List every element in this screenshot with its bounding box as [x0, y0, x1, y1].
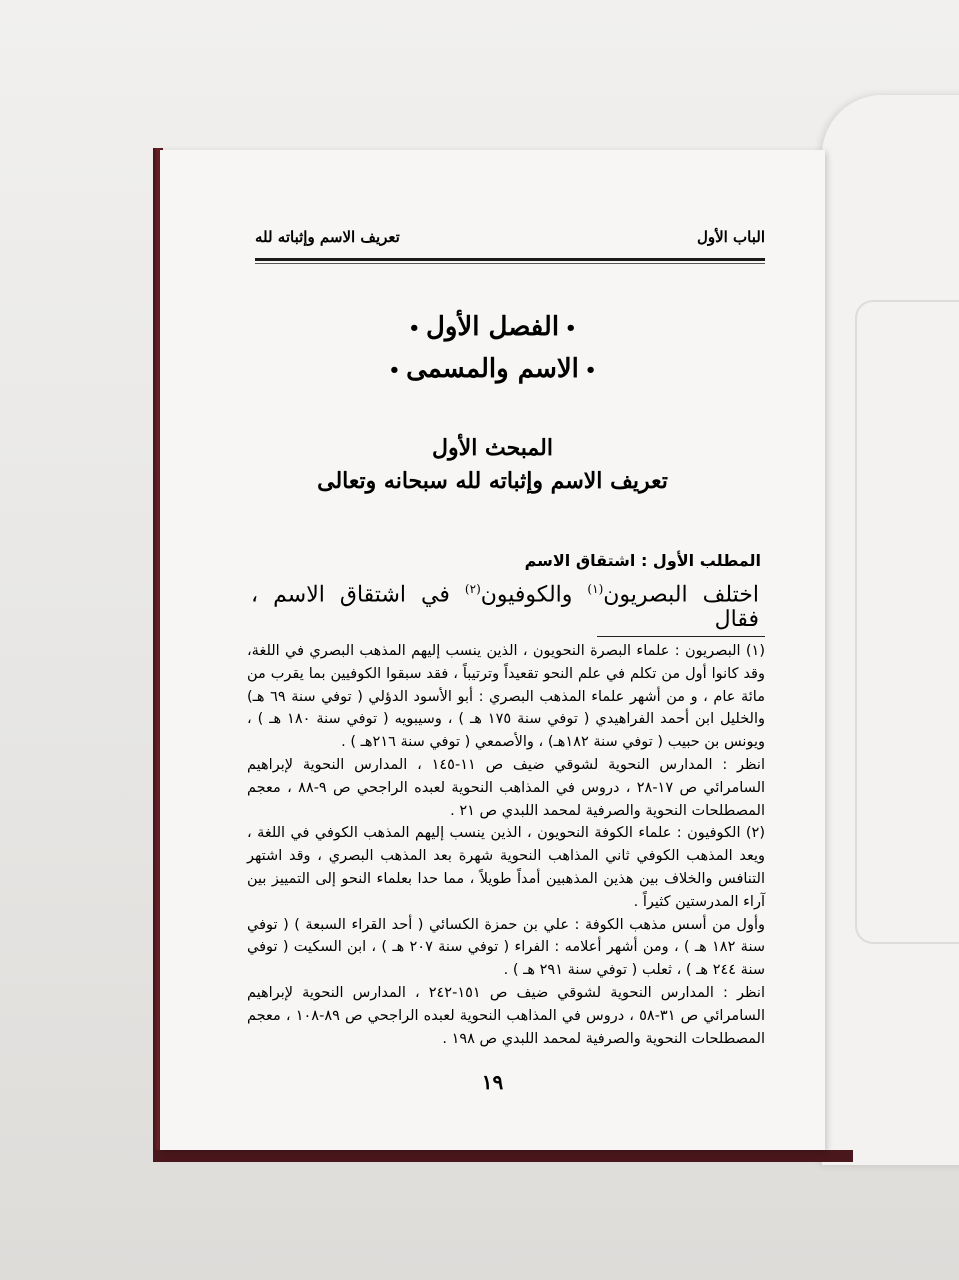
bullet-icon: • — [408, 317, 420, 339]
header-rule-thin — [255, 263, 765, 264]
footnote-ref-1[interactable]: (١) — [587, 582, 604, 596]
facing-page-frame — [855, 300, 959, 944]
footnote-1: (١) البصريون : علماء البصرة النحويون ، الذين ينسب إليهم المذهب البصري في اللغة، وقد كانوا أول من تكلم في علم النحو تقعيداً وترتيباً ، فقد سبقوا الكوفيين بما يقرب من مائة عام ، و من أشهر علماء المذهب البصري : أبو الأسود الدؤلي ( توفي سنة ٦٩ هـ) والخليل ابن أحمد الفراهيدي ( توفي سنة ١٧٥ هـ ) ، وسيبويه ( توفي سنة ١٨٠ هـ ) ، ويونس بن حبيب ( توفي سنة ١٨٢هـ) ، والأصمعي ( توفي سنة ٢١٦هـ ) . — [247, 643, 766, 751]
header-chapter: الباب الأول — [696, 228, 765, 246]
body-text: والكوفيون — [480, 582, 588, 608]
footnote-separator — [597, 636, 765, 637]
book-cover-bottom — [153, 1150, 853, 1162]
footnotes — [247, 640, 765, 1050]
body-text: اختلف البصريون — [603, 582, 760, 608]
bullet-icon: • — [584, 359, 597, 381]
chapter-title — [160, 312, 825, 342]
chapter-title-text: الفصل الأول — [425, 312, 560, 342]
section-title: المبحث الأول — [432, 435, 553, 461]
footnote-2-refs: انظر : المدارس النحوية لشوقي ضيف ص ١٥١-٢٤٢ ، المدارس النحوية لإبراهيم السامرائي ص ٣١-٥٨ ، دروس في المذاهب النحوية لعبده الراجحي ص ٨٩-١٠٨ ، معجم المصطلحات النحوية والصرفية لمحمد اللبدي ص ١٩٨ . — [247, 984, 765, 1047]
running-header — [255, 228, 765, 258]
body-text: في اشتقاق الاسم ، فقال — [251, 582, 759, 633]
chapter-subtitle-text: الاسم والمسمى — [406, 354, 579, 384]
page-number: ١٩ — [481, 1070, 504, 1094]
chapter-subtitle — [160, 354, 825, 384]
footnote-ref-2[interactable]: (٢) — [464, 582, 481, 596]
bullet-icon: • — [388, 359, 401, 381]
body-paragraph — [251, 582, 759, 632]
subsection-heading: المطلب الأول : اشتقاق الاسم — [524, 551, 761, 570]
footnote-1-refs: انظر : المدارس النحوية لشوقي ضيف ص ١١-١٤٥ ، المدارس النحوية لإبراهيم السامرائي ص ١٧-٢٨ ، دروس في المذاهب النحوية لعبده الراجحي ص ٩-٨٨ ، معجم المصطلحات النحوية والصرفية لمحمد اللبدي ص ٢١ . — [247, 756, 766, 819]
footnote-2: (٢) الكوفيون : علماء الكوفة النحويون ، الذين ينسب إليهم المذهب الكوفي في اللغة ، ويعد المذهب الكوفي ثاني المذاهب النحوية شهرة بعد المذهب البصري ، وقد اشتهر التنافس والخلاف بين هذين المذهبين أمداً طويلاً ، مما حدا بعلماء النحو إلى التمييز بين آراء المدرستين كثيراً . — [247, 825, 765, 910]
header-rule-thick — [255, 258, 765, 261]
bullet-icon: • — [565, 317, 577, 339]
section-subtitle: تعريف الاسم وإثباته لله سبحانه وتعالى — [317, 468, 668, 494]
footnote-2-cont: وأول من أسس مذهب الكوفة : علي بن حمزة الكسائي ( أحد القراء السبعة ) ( توفي سنة ١٨٢ هـ ) ، ومن أشهر أعلامه : الفراء ( توفي سنة ٢٠٧ هـ ) ، ابن السكيت ( توفي سنة ٢٤٤ هـ ) ، ثعلب ( توفي سنة ٢٩١ هـ ) . — [247, 916, 765, 979]
header-topic: تعريف الاسم وإثباته لله — [255, 228, 400, 246]
